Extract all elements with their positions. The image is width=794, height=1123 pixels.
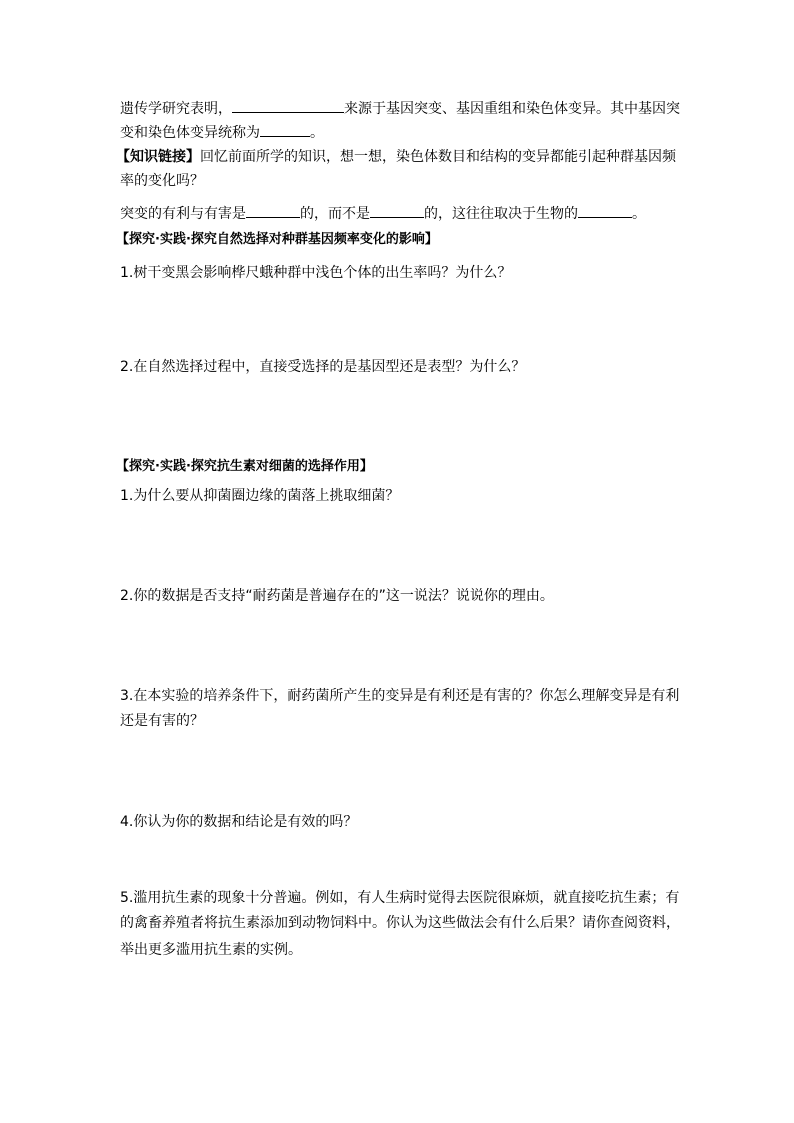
question-2-3-line-1: 3.在本实验的培养条件下，耐药菌所产生的变异是有利还是有害的？你怎么理解变异是有利 — [120, 688, 680, 704]
question-2-1: 1.为什么要从抑菌圈边缘的菌落上挑取细菌？ — [120, 488, 400, 504]
section-title-natural-selection: 【探究·实践·探究自然选择对种群基因频率变化的影响】 — [116, 232, 438, 247]
question-2-5-line-3: 举出更多滥用抗生素的实例。 — [120, 942, 302, 958]
knowledge-link-line-2 — [120, 171, 204, 191]
question-2-2: 2.你的数据是否支持“耐药菌是普遍存在的”这一说法？说说你的理由。 — [120, 588, 554, 604]
answer-blank[interactable] — [260, 122, 310, 137]
knowledge-link-line-1 — [116, 147, 676, 167]
section-title-antibiotics: 【探究·实践·探究抗生素对细菌的选择作用】 — [116, 459, 373, 474]
sentence-text: 的，这往往取决于生物的 — [424, 206, 578, 222]
intro-line-1 — [120, 98, 680, 119]
sentence-text: 突变的有利与有害是 — [120, 206, 246, 222]
knowledge-link-label: 【知识链接】 — [116, 149, 200, 165]
intro-line-2 — [120, 122, 324, 143]
knowledge-link-text: 率的变化吗？ — [120, 173, 204, 189]
sentence-text: 的，而不是 — [300, 206, 370, 222]
question-1-2: 2.在自然选择过程中，直接受选择的是基因型还是表型？为什么？ — [120, 359, 526, 375]
question-2-3-line-2: 还是有害的？ — [120, 713, 204, 729]
question-2-5-line-2: 的禽畜养殖者将抗生素添加到动物饲料中。你认为这些做法会有什么后果？请你查阅资料， — [120, 915, 680, 931]
answer-blank[interactable] — [370, 203, 424, 218]
question-1-1: 1.树干变黑会影响桦尺蛾种群中浅色个体的出生率吗？为什么？ — [120, 265, 512, 281]
answer-blank[interactable] — [232, 98, 344, 113]
intro-text: 来源于基因突变、基因重组和染色体变异。其中基因突 — [344, 101, 680, 117]
answer-blank[interactable] — [246, 203, 300, 218]
knowledge-link-text: 回忆前面所学的知识，想一想，染色体数目和结构的变异都能引起种群基因频 — [200, 149, 676, 165]
intro-text: 变和染色体变异统称为 — [120, 125, 260, 141]
answer-blank[interactable] — [578, 203, 632, 218]
mutation-sentence — [120, 203, 646, 224]
question-2-4: 4.你认为你的数据和结论是有效的吗？ — [120, 814, 358, 830]
intro-text: 遗传学研究表明， — [120, 101, 232, 117]
sentence-text: 。 — [632, 206, 646, 222]
intro-text: 。 — [310, 125, 324, 141]
question-2-5-line-1: 5.滥用抗生素的现象十分普遍。例如，有人生病时觉得去医院很麻烦，就直接吃抗生素；有 — [120, 890, 680, 906]
